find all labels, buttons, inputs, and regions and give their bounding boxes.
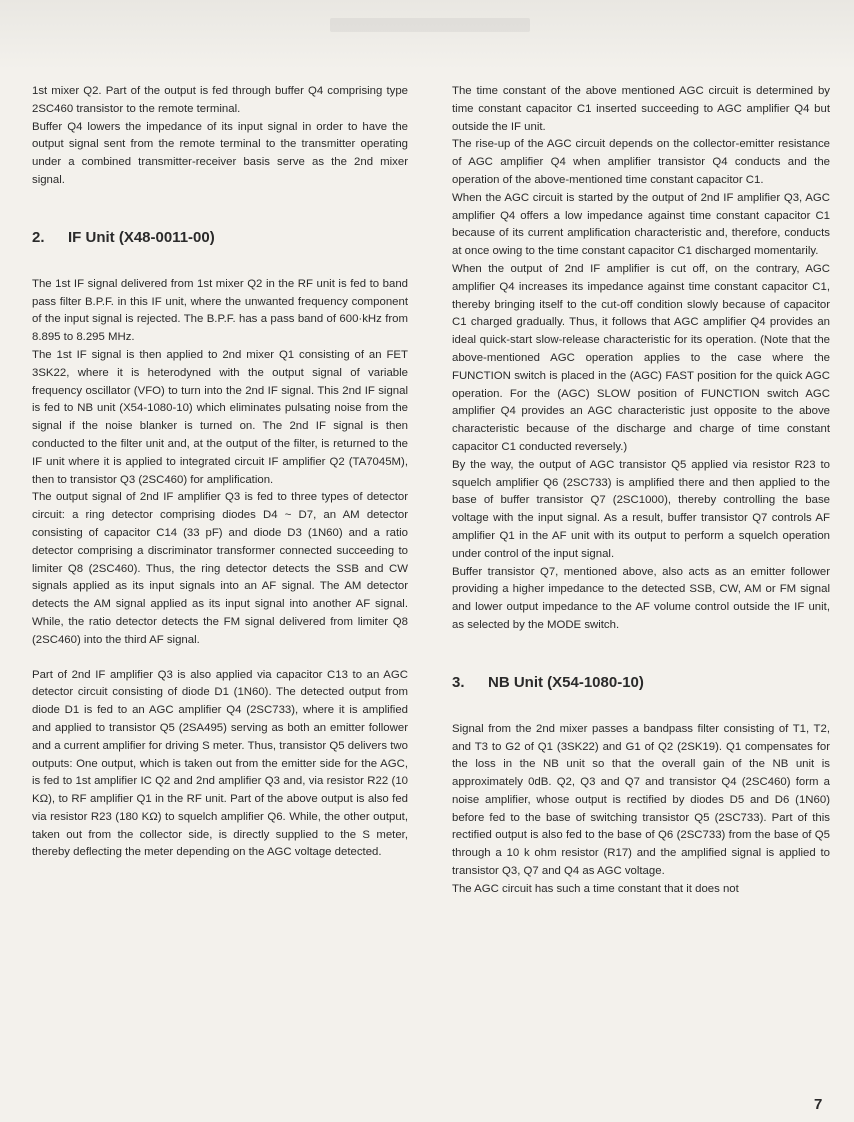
paragraph-agc-3: When the AGC circuit is started by the output of 2nd IF amplifier Q3, AGC amplifier Q4 offers a low impedance against time constant capacitor C1 because of its current amplification characteristic and, therefore, conducts at once owing to the time constant capacitor C1 discharged momentarily. <box>452 191 830 258</box>
ghost-title-bleedthrough <box>330 18 530 32</box>
paragraph-intro-2: Buffer Q4 lowers the impedance of its input signal in order to have the output signal sent from the remote terminal to the transmitter operating under a combined transmitter-receiver basis serve as the 2nd mixer signal. <box>32 120 408 186</box>
paragraph-if-4: Part of 2nd IF amplifier Q3 is also applied via capacitor C13 to an AGC detector circuit consisting of diode D1 (1N60). The detected output from diode D1 is fed to an AGC amplifier Q4 (2SC733), where it is amplified and applied to transistor Q5 (2SA495) serving as both an emitter follower and a current amplifier for driving S meter. Thus, transistor Q5 delivers two outputs: One output, which is taken out from the emitter side for the AGC, is fed to 1st amplifier IC Q2 and 2nd amplifier Q3 and, via resistor R22 (10 KΩ), to RF amplifier Q1 in the RF unit. Part of the above output is also fed via resistor R23 (180 KΩ) to squelch amplifier Q6. While, the other output, taken out from the collector side, is directly supplied to the S meter, thereby deflecting the meter depending on the AGC voltage detected. <box>32 668 408 859</box>
section-number: 2. <box>32 228 45 246</box>
section-title: IF Unit (X48-0011-00) <box>68 228 215 246</box>
paragraph-agc-2: The rise-up of the AGC circuit depends on the collector-emitter resistance of AGC amplifier Q4 when amplifier transistor Q4 conducts and the operation of the above-mentioned time constant capacitor C1. <box>452 138 830 186</box>
left-column <box>32 83 408 862</box>
paragraph-agc-5: By the way, the output of AGC transistor Q5 applied via resistor R23 to squelch amplifier Q6 (2SC733) is amplified there and then applied to the base of buffer transistor Q7 (2SC1000), thereby controlling the base voltage with the input signal. As a result, buffer transistor Q7 controls AF amplifier Q1 in the AF unit with its output to perform a squelch operation under control of the input signal. <box>452 458 830 560</box>
paragraph-nb-2: The AGC circuit has such a time constant that it does not <box>452 882 739 895</box>
paragraph-agc-4: When the output of 2nd IF amplifier is cut off, on the contrary, AGC amplifier Q4 increases its impedance against time constant capacitor C1, thereby bringing itself to the cut-off condition slowly because of capacitor C1 charged gradually. Thus, it follows that AGC amplifier Q4 provides an ideal quick-start slow-release characteristic for its operation. (Note that the above-mentioned AGC operation applies to the case where the FUNCTION switch is placed in the (AGC) FAST position for the quick AGC operation. For the (AGC) SLOW position of FUNCTION switch AGC amplifier Q4 provides an AGC characteristic just opposite to the above characteristic because of the discharge and charge of time constant capacitor C1 conducted reversely.) <box>452 262 830 453</box>
paragraph-agc-6: Buffer transistor Q7, mentioned above, also acts as an emitter follower providing a higher impedance to the detected SSB, CW, AM or FM signal and lower output impedance to the AF volume control outside the IF unit, as selected by the MODE switch. <box>452 565 830 631</box>
paragraph-agc-1: The time constant of the above mentioned AGC circuit is determined by time constant capacitor C1 inserted succeeding to AGC amplifier Q4 but outside the IF unit. <box>452 85 830 133</box>
right-column <box>452 83 830 899</box>
page-header-shadow <box>0 0 854 70</box>
page-number: 7 <box>814 1096 823 1113</box>
paragraph-if-3: The output signal of 2nd IF amplifier Q3 is fed to three types of detector circuit: a ring detector comprising diodes D4 ~ D7, an AM detector consisting of capacitor C14 (33 pF) and diode D3 (1N60) and a ratio detector comprising a discriminator transformer connected succeeding to limiter Q8 (2SC460). Thus, the ring detector detects the SSB and CW signals applied as its input signals into an AF signal. The AM detector detects the AM signal applied as its input signal into another AF signal. While, the ratio detector detects the FM signal delivered from limiter Q8 (2SC460) into the third AF signal. <box>32 491 408 646</box>
paragraph-if-1: The 1st IF signal delivered from 1st mixer Q2 in the RF unit is fed to band pass filter B.P.F. in this IF unit, where the unwanted frequency component of the input signal is rejected. The B.P.F. has a pass band of 600·kHz from 8.895 to 8.295 MHz. <box>32 277 408 344</box>
paragraph-nb-1: Signal from the 2nd mixer passes a bandpass filter consisting of T1, T2, and T3 to G2 of Q1 (3SK22) and G1 of Q2 (2SK19). Q1 compensates for the loss in the NB unit so that the overall gain of the NB unit is approximately 0dB. Q2, Q3 and Q7 and transistor Q4 (2SC460) form a noise amplifier, whose output is rectified by diodes D5 and D6 (1N60) before fed to the base of switching transistor Q5 (2SC733). Part of this rectified output is also fed to the base of Q6 (2SC733) from the base of Q5 through a 10 k ohm resistor (R17) and the amplified signal is applied to transistor Q3, Q7 and Q4 as AGC voltage. <box>452 722 830 878</box>
paragraph-intro-1: 1st mixer Q2. Part of the output is fed through buffer Q4 comprising type 2SC460 transistor to the remote terminal. <box>32 85 408 115</box>
section-heading-if-unit <box>32 228 408 248</box>
section-number: 3. <box>452 673 465 691</box>
paragraph-if-2: The 1st IF signal is then applied to 2nd mixer Q1 consisting of an FET 3SK22, where it is heterodyned with the output signal of variable frequency oscillator (VFO) to turn into the 2nd IF signal. This 2nd IF signal is fed to NB unit (X54-1080-10) which eliminates pulsating noise from the signal if the noise blanker is turned on. The 2nd IF signal is then conducted to the filter unit and, at the output of the filter, is returned to the IF unit where it is applied to integrated circuit IF amplifier Q2 (TA7045M), then to transistor Q3 (2SC460) for amplification. <box>32 348 408 486</box>
section-title: NB Unit (X54-1080-10) <box>488 673 644 691</box>
section-heading-nb-unit <box>452 673 830 693</box>
